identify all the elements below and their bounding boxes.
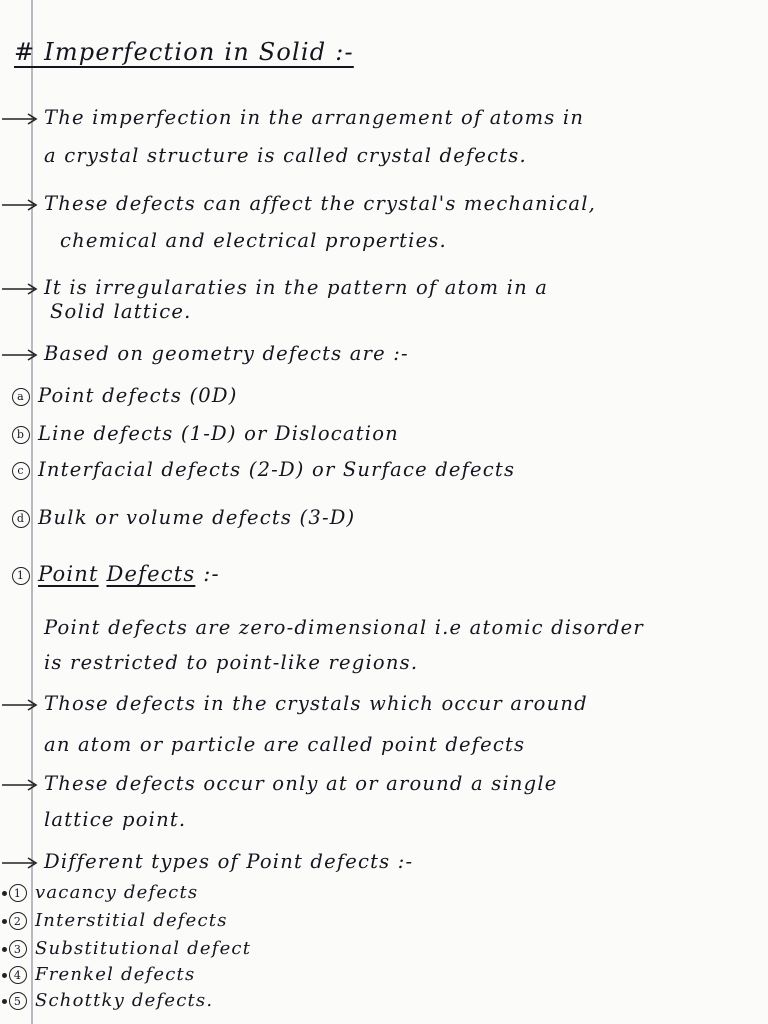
note-text: Different types of Point defects :- bbox=[44, 850, 414, 873]
note-line bbox=[44, 733, 525, 756]
note-text: chemical and electrical properties. bbox=[60, 229, 447, 252]
circled-marker: c bbox=[12, 462, 30, 480]
list-item-text: Schottky defects. bbox=[35, 990, 214, 1011]
list-item-text: Interstitial defects bbox=[35, 910, 228, 931]
bullet-dot bbox=[2, 891, 7, 896]
note-line bbox=[0, 342, 409, 365]
arrow-icon bbox=[0, 692, 44, 715]
note-line bbox=[44, 144, 527, 167]
bullet-dot bbox=[2, 973, 7, 978]
note-text: Solid lattice. bbox=[50, 300, 192, 323]
note-text: Based on geometry defects are :- bbox=[44, 342, 409, 365]
note-text: an atom or particle are called point defects bbox=[44, 733, 526, 756]
circled-marker: 2 bbox=[9, 912, 27, 930]
note-text: lattice point. bbox=[44, 808, 187, 831]
list-item bbox=[2, 964, 195, 985]
circled-marker: 5 bbox=[9, 992, 27, 1010]
note-line bbox=[50, 300, 191, 323]
list-item-text: Frenkel defects bbox=[35, 964, 196, 985]
bullet-dot bbox=[2, 947, 7, 952]
note-text: Those defects in the crystals which occur around bbox=[44, 692, 588, 715]
list-item bbox=[12, 458, 515, 481]
list-item-text: Bulk or volume defects (3-D) bbox=[38, 506, 356, 529]
note-line bbox=[0, 106, 584, 129]
list-item bbox=[2, 910, 228, 931]
heading-word: Point bbox=[38, 562, 99, 586]
circled-marker: a bbox=[12, 388, 30, 406]
arrow-icon bbox=[0, 850, 44, 873]
circled-marker: b bbox=[12, 426, 30, 444]
list-item-text: Substitutional defect bbox=[35, 938, 252, 959]
list-item bbox=[2, 990, 213, 1011]
list-item bbox=[12, 422, 399, 445]
note-text: is restricted to point-like regions. bbox=[44, 651, 419, 674]
list-item-text: Interfacial defects (2-D) or Surface defects bbox=[38, 458, 516, 481]
list-item-text: vacancy defects bbox=[35, 882, 199, 903]
circled-marker: 4 bbox=[9, 966, 27, 984]
title-text: # Imperfection in Solid :- bbox=[14, 38, 354, 66]
arrow-icon bbox=[0, 192, 44, 215]
note-text: These defects can affect the crystal's mechanical, bbox=[44, 192, 597, 215]
list-item-text: Point defects (0D) bbox=[38, 384, 238, 407]
list-item-text: Line defects (1-D) or Dislocation bbox=[38, 422, 399, 445]
note-text: The imperfection in the arrangement of atoms in bbox=[44, 106, 585, 129]
note-line bbox=[44, 808, 186, 831]
circled-marker: d bbox=[12, 510, 30, 528]
note-line bbox=[0, 192, 596, 215]
heading-suffix: :- bbox=[203, 562, 220, 586]
note-line bbox=[44, 616, 644, 639]
note-text: It is irregularaties in the pattern of atom in a bbox=[44, 276, 549, 299]
note-text: a crystal structure is called crystal defects. bbox=[44, 144, 527, 167]
heading-word: Defects bbox=[106, 562, 196, 586]
arrow-icon bbox=[0, 106, 44, 129]
list-item bbox=[2, 938, 251, 959]
bullet-dot bbox=[2, 919, 7, 924]
circled-marker: 1 bbox=[9, 884, 27, 902]
section-heading bbox=[12, 562, 220, 586]
list-item bbox=[2, 882, 198, 903]
note-text: Point defects are zero-dimensional i.e atomic disorder bbox=[44, 616, 644, 639]
note-line bbox=[0, 850, 413, 873]
note-line bbox=[0, 772, 558, 795]
list-item bbox=[12, 506, 355, 529]
circled-marker: 1 bbox=[12, 567, 30, 585]
arrow-icon bbox=[0, 276, 44, 299]
bullet-dot bbox=[2, 999, 7, 1004]
list-item bbox=[12, 384, 238, 407]
arrow-icon bbox=[0, 772, 44, 795]
note-line bbox=[0, 692, 588, 715]
page-title bbox=[14, 38, 354, 66]
note-line bbox=[44, 651, 418, 674]
note-text: These defects occur only at or around a single bbox=[44, 772, 558, 795]
circled-marker: 3 bbox=[9, 940, 27, 958]
note-line bbox=[0, 276, 548, 299]
arrow-icon bbox=[0, 342, 44, 365]
note-line bbox=[60, 229, 447, 252]
